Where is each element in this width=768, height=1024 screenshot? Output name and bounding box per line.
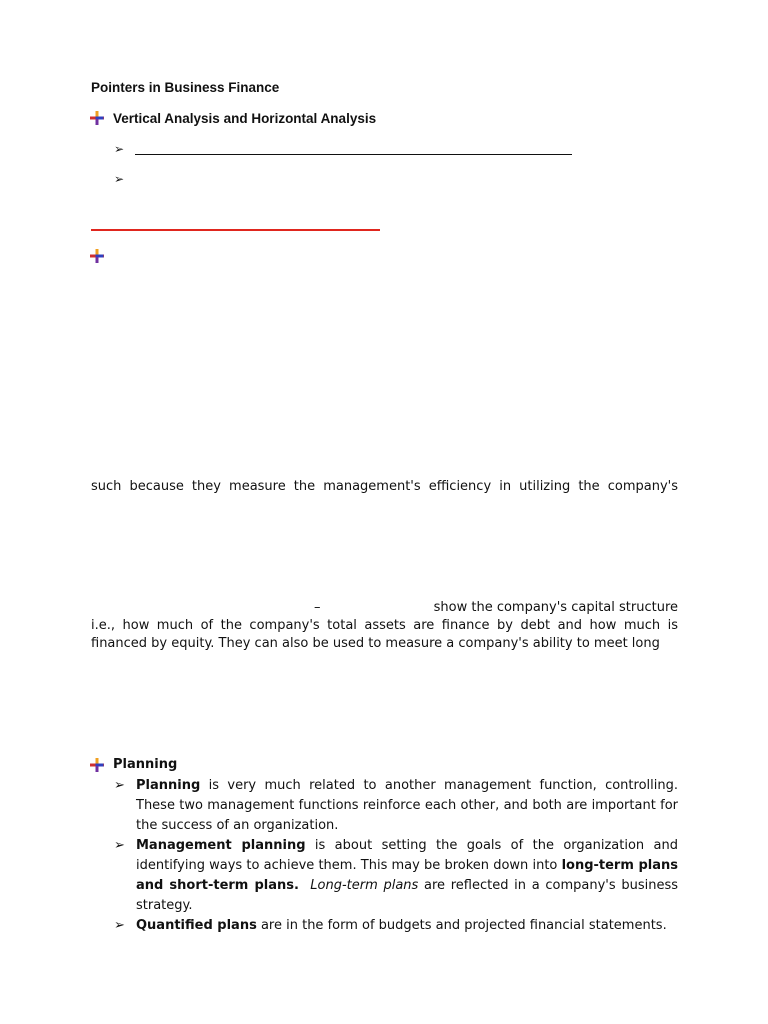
planning-list-item — [91, 916, 678, 936]
planning-list-item — [91, 776, 678, 836]
management-planning-term: Management planning — [136, 838, 306, 853]
efficiency-paragraph-line: such because they measure the management's efficiency in utilizing the company's — [91, 479, 678, 494]
planning-text: is very much related to another management function, controlling. These two management functions reinforce each other, and both are important for the success of an organization. — [136, 778, 678, 833]
planning-list — [91, 776, 678, 936]
section-heading-analysis: Vertical Analysis and Horizontal Analysis — [113, 111, 377, 126]
arrow-bullet-icon: ➢ — [114, 838, 125, 853]
windmill-bullet-icon — [90, 111, 104, 125]
red-divider-line — [91, 229, 380, 231]
planning-heading: Planning — [113, 757, 178, 772]
arrow-bullet-2: ➢ — [114, 172, 125, 186]
business-strategy-text: are reflected in a company's business strategy. — [136, 878, 678, 913]
leverage-line2: i.e., how much of the company's total assets are finance by debt and how much is — [91, 618, 678, 633]
quantified-plans-text: are in the form of budgets and projected financial statements. — [256, 918, 667, 933]
windmill-bullet-icon — [90, 249, 104, 263]
arrow-bullet-icon: ➢ — [114, 778, 125, 793]
leverage-line1-end: show the company's capital structure — [433, 600, 678, 615]
separator-space — [299, 878, 310, 893]
leverage-dash: – — [314, 600, 321, 615]
long-term-plans-italic: Long-term plans — [310, 878, 419, 893]
long-short-term-plans: long-term plans and short-term plans. — [136, 858, 678, 893]
leverage-line3: financed by equity. They can also be used to measure a company's ability to meet long — [91, 636, 660, 651]
planning-term: Planning — [136, 778, 201, 793]
page-title: Pointers in Business Finance — [91, 80, 280, 95]
planning-list-item — [91, 836, 678, 916]
windmill-bullet-icon — [90, 758, 104, 772]
arrow-bullet-1: ➢ — [114, 142, 125, 156]
quantified-plans-term: Quantified plans — [136, 918, 257, 933]
fill-in-blank-line — [135, 154, 572, 155]
arrow-bullet-icon: ➢ — [114, 918, 125, 933]
management-planning-text: is about setting the goals of the organization and identifying ways to achieve them. This may be broken down into — [136, 838, 678, 873]
